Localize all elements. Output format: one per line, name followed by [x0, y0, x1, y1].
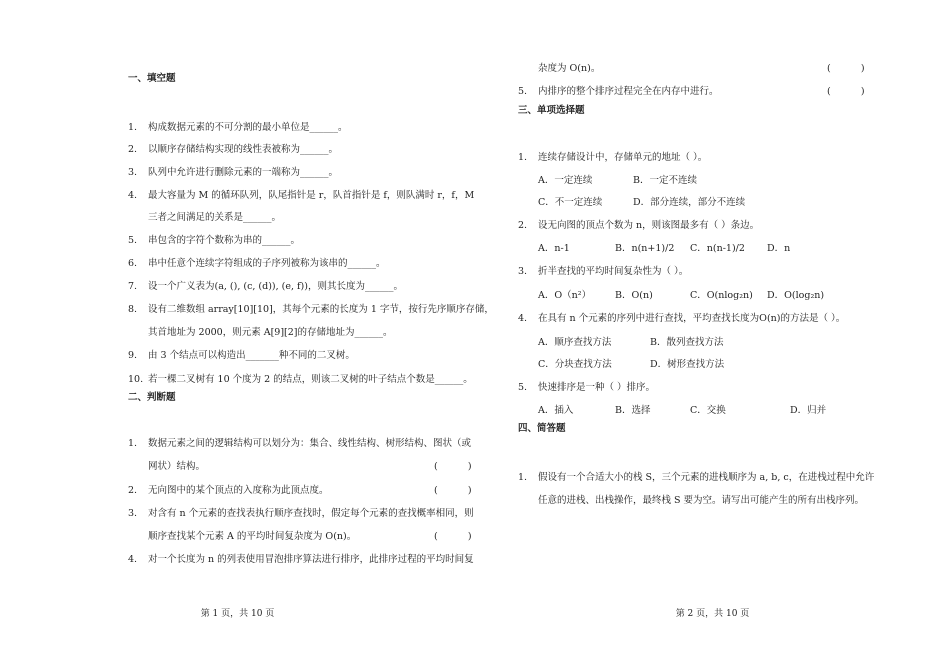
page-2 [475, 0, 950, 671]
page-footer: 第 2 页，共 10 页 [675, 609, 750, 619]
answer-paren: ( ) [434, 461, 472, 472]
choice-item-text: 设无向图的顶点个数为 n，则该图最多有（ ）条边。 [538, 220, 760, 231]
choice-item-number: 1. [518, 152, 528, 163]
fill-item-number: 10. [128, 374, 144, 385]
choice-option: B．散列查找方法 [650, 337, 724, 348]
fill-item-text: 构成数据元素的不可分割的最小单位是______。 [148, 122, 348, 133]
judge-item-text: 无向图中的某个顶点的入度称为此顶点度。 [148, 485, 329, 496]
fill-item-text: 由 3 个结点可以构造出_______种不同的二叉树。 [148, 350, 355, 361]
answer-paren: ( ) [434, 485, 472, 496]
choice-item-text: 折半查找的平均时间复杂性为（ ）。 [538, 266, 689, 277]
choice-option: A．插入 [538, 405, 574, 416]
fill-item-text: 串包含的字符个数称为串的______。 [148, 235, 301, 246]
choice-option: A．O（n²） [538, 290, 592, 301]
fill-item-number: 4. [128, 190, 138, 201]
choice-option: D．归并 [790, 405, 827, 416]
judge-item-text: 数据元素之间的逻辑结构可以划分为：集合、线性结构、树形结构、图状（或 [148, 438, 472, 449]
section-essay-title: 四、简答题 [518, 423, 566, 434]
fill-item-text: 若一棵二叉树有 10 个度为 2 的结点，则该二叉树的叶子结点个数是______。 [148, 374, 473, 385]
page-footer: 第 1 页，共 10 页 [200, 609, 275, 619]
choice-option: D．部分连续，部分不连续 [633, 197, 746, 208]
judge-item-number: 4. [128, 554, 138, 565]
fill-item-text: 其首地址为 2000，则元素 A[9][2]的存储地址为______。 [148, 327, 393, 338]
choice-option: D．树形查找方法 [650, 359, 725, 370]
choice-option: A．一定连续 [538, 175, 593, 186]
judge-item-text: 杂度为 O(n)。 [538, 63, 601, 74]
choice-option: C．不一定连续 [538, 197, 603, 208]
judge-item-number: 2. [128, 485, 138, 496]
fill-item-text: 三者之间满足的关系是______。 [148, 212, 282, 223]
choice-option: A．顺序查找方法 [538, 337, 612, 348]
answer-paren: ( ) [434, 531, 472, 542]
section-fill-title: 一、填空题 [128, 73, 176, 84]
fill-item-text: 最大容量为 M 的循环队列，队尾指针是 r，队首指针是 f，则队满时 r，f，M [148, 190, 475, 201]
fill-item-text: 设有二维数组 array[10][10]，其每个元素的长度为 1 字节，按行先序顺序存储， [148, 304, 494, 315]
fill-item-number: 1. [128, 122, 138, 133]
choice-option: B．O(n) [615, 290, 653, 301]
essay-item-text: 任意的进栈、出栈操作，最终栈 S 要为空。请写出可能产生的所有出栈序列。 [538, 495, 865, 506]
judge-item-number: 1. [128, 438, 138, 449]
judge-item-text: 内排序的整个排序过程完全在内存中进行。 [538, 86, 719, 97]
fill-item-number: 2. [128, 144, 138, 155]
fill-item-number: 6. [128, 258, 138, 269]
fill-item-text: 队列中允许进行删除元素的一端称为______。 [148, 167, 339, 178]
fill-item-text: 串中任意个连续字符组成的子序列被称为该串的______。 [148, 258, 386, 269]
fill-item-number: 5. [128, 235, 138, 246]
judge-item-text: 对含有 n 个元素的查找表执行顺序查找时，假定每个元素的查找概率相同，则 [148, 508, 474, 519]
choice-item-text: 在具有 n 个元素的序列中进行查找，平均查找长度为O(n)的方法是（ ）。 [538, 313, 846, 324]
choice-option: B．选择 [615, 405, 651, 416]
essay-item-text: 假设有一个合适大小的栈 S，三个元素的进栈顺序为 a, b, c，在进栈过程中允许 [538, 472, 875, 483]
choice-option: A．n-1 [538, 243, 570, 254]
judge-item-number: 5. [518, 86, 528, 97]
judge-item-text: 对一个长度为 n 的列表使用冒泡排序算法进行排序，此排序过程的平均时间复 [148, 554, 474, 565]
answer-paren: ( ) [827, 63, 865, 74]
choice-item-number: 2. [518, 220, 528, 231]
choice-item-text: 连续存储设计中，存储单元的地址（ ）。 [538, 152, 708, 163]
section-judge-title: 二、判断题 [128, 392, 176, 403]
fill-item-text: 设一个广义表为(a, (), (c, (d)), (e, f))，则其长度为______。 [148, 281, 403, 292]
choice-option: C．交换 [690, 405, 726, 416]
choice-option: C．n(n-1)/2 [690, 243, 745, 254]
essay-item-number: 1. [518, 472, 528, 483]
fill-item-number: 7. [128, 281, 138, 292]
choice-item-number: 4. [518, 313, 528, 324]
section-choice-title: 三、单项选择题 [518, 105, 585, 116]
choice-item-number: 3. [518, 266, 528, 277]
choice-option: B．n(n+1)/2 [615, 243, 675, 254]
choice-item-number: 5. [518, 382, 528, 393]
fill-item-number: 8. [128, 304, 138, 315]
choice-option: D．n [767, 243, 791, 254]
fill-item-number: 3. [128, 167, 138, 178]
fill-item-number: 9. [128, 350, 138, 361]
judge-item-number: 3. [128, 508, 138, 519]
answer-paren: ( ) [827, 86, 865, 97]
choice-item-text: 快速排序是一种（ ）排序。 [538, 382, 656, 393]
judge-item-text: 顺序查找某个元素 A 的平均时间复杂度为 O(n)。 [148, 531, 357, 542]
judge-item-text: 网状）结构。 [148, 461, 206, 472]
choice-option: C．分块查找方法 [538, 359, 612, 370]
choice-option: D．O(log₂n) [767, 290, 825, 301]
choice-option: C．O(nlog₂n) [690, 290, 753, 301]
choice-option: B．一定不连续 [633, 175, 697, 186]
fill-item-text: 以顺序存储结构实现的线性表被称为______。 [148, 144, 339, 155]
